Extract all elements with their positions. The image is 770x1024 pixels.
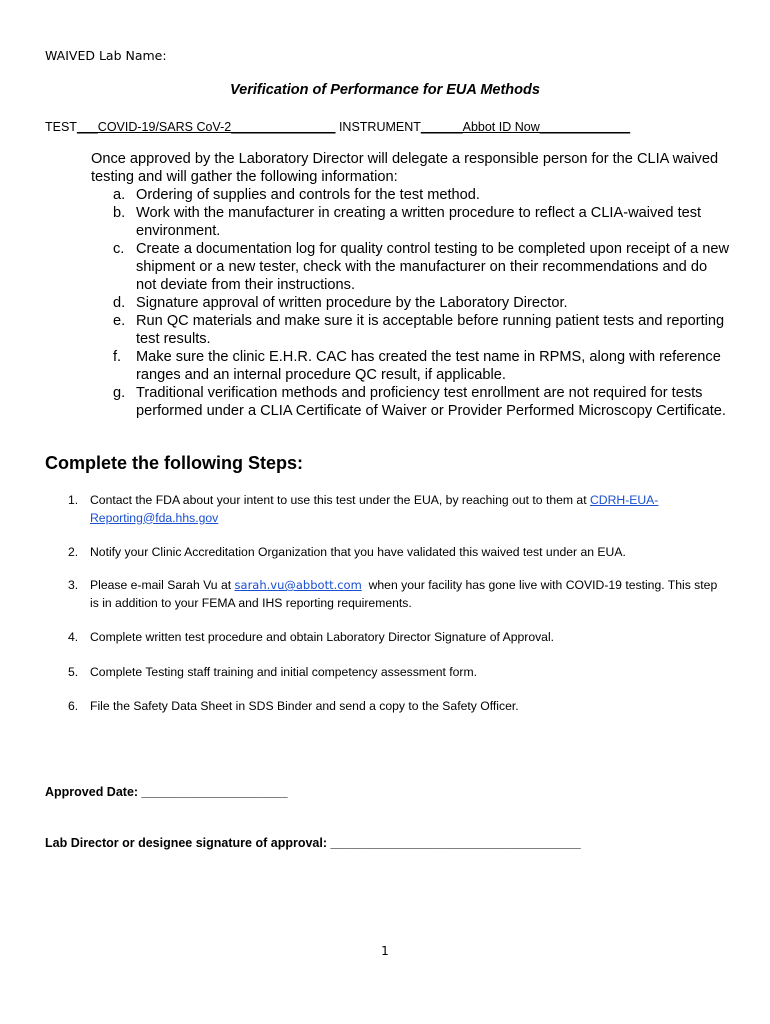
- page-number: 1: [381, 944, 389, 958]
- intro-section: [91, 150, 731, 420]
- list-text: Create a documentation log for quality control testing to be completed upon receipt of a new shipment or a new tester, check with the manufacturer on their recommendations and do not deviate from their instructions.: [136, 241, 730, 293]
- list-item: [91, 240, 731, 294]
- intro-lead: Once approved by the Laboratory Director will delegate a responsible person for the CLIA waived testing and will gather the following information:: [91, 151, 719, 185]
- step-number: 4.: [68, 630, 79, 644]
- instrument-value: ______Abbot ID Now_____________: [420, 120, 631, 134]
- list-text: Run QC materials and make sure it is acceptable before running patient tests and reporting test results.: [136, 313, 725, 347]
- sarah-email-link[interactable]: sarah.vu@abbott.com: [234, 578, 362, 592]
- step-item: [68, 664, 718, 682]
- step-text: [90, 492, 718, 527]
- list-text: Make sure the clinic E.H.R. CAC has created the test name in RPMS, along with reference ranges and an internal procedure QC result, if applicable.: [136, 349, 721, 383]
- list-letter: e.: [113, 313, 126, 329]
- approved-date-field[interactable]: Approved Date: _____________________: [45, 785, 288, 799]
- step-text: Complete Testing staff training and initial competency assessment form.: [90, 665, 478, 679]
- list-letter: d.: [113, 295, 126, 311]
- list-letter: c.: [113, 241, 125, 257]
- step-item: [68, 629, 718, 647]
- document-title: Verification of Performance for EUA Methods: [230, 82, 540, 98]
- fda-email-link[interactable]: CDRH-EUA-Reporting@fda.hhs.gov: [90, 493, 659, 525]
- list-letter: b.: [113, 205, 126, 221]
- step-number: 6.: [68, 699, 79, 713]
- test-value: ___COVID-19/SARS CoV-2_______________: [76, 120, 336, 134]
- step-item: [68, 698, 718, 716]
- steps-heading: Complete the following Steps:: [45, 453, 304, 473]
- step-text: Notify your Clinic Accreditation Organization that you have validated this waived test under an EUA.: [90, 545, 626, 559]
- list-item: [91, 312, 731, 348]
- list-item: [91, 294, 731, 312]
- step-text: File the Safety Data Sheet in SDS Binder and send a copy to the Safety Officer.: [90, 699, 519, 713]
- list-text: Traditional verification methods and proficiency test enrollment are not required for tests performed under a CLIA Certificate of Waiver or Provider Performed Microscopy Certificate.: [136, 385, 726, 419]
- step-item: [68, 492, 718, 527]
- step-number: 3.: [68, 578, 79, 592]
- test-instrument-line: [45, 120, 630, 134]
- list-item: [91, 348, 731, 384]
- step-text-part: Please e-mail Sarah Vu at: [90, 578, 235, 592]
- lab-name-label: WAIVED Lab Name:: [45, 48, 167, 63]
- list-letter: g.: [113, 385, 126, 401]
- list-item: [91, 384, 731, 420]
- instrument-label: INSTRUMENT: [335, 120, 421, 134]
- step-text-part: Contact the FDA about your intent to use this test under the EUA, by reaching out to them at: [90, 493, 590, 507]
- director-signature-field[interactable]: Lab Director or designee signature of approval: ____________________________________: [45, 836, 581, 850]
- list-text: Work with the manufacturer in creating a written procedure to reflect a CLIA-waived test environment.: [136, 205, 702, 239]
- step-text-part: when your facility has gone live with COVID-19 testing. This step is in addition to your FEMA and IHS reporting requirements.: [90, 578, 721, 610]
- list-text: Signature approval of written procedure by the Laboratory Director.: [136, 295, 568, 311]
- list-letter: a.: [113, 187, 126, 203]
- test-label: TEST: [45, 120, 77, 134]
- step-text: Complete written test procedure and obtain Laboratory Director Signature of Approval.: [90, 630, 555, 644]
- step-item: [68, 544, 718, 562]
- step-number: 5.: [68, 665, 79, 679]
- step-number: 1.: [68, 493, 79, 507]
- list-letter: f.: [113, 349, 122, 365]
- step-text: [90, 577, 721, 612]
- list-item: [91, 186, 731, 204]
- list-item: [91, 204, 731, 240]
- step-number: 2.: [68, 545, 79, 559]
- requirements-list: [91, 186, 731, 420]
- step-item: [68, 577, 721, 612]
- list-text: Ordering of supplies and controls for the test method.: [136, 187, 480, 203]
